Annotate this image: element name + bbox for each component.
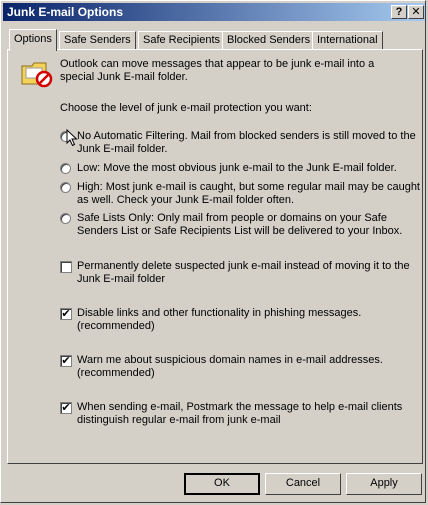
options-panel xyxy=(7,49,423,464)
checkbox-permanently-delete[interactable] xyxy=(60,261,72,273)
tab-options[interactable]: Options xyxy=(9,29,57,51)
level-high-label: High: Most junk e-mail is caught, but some regular mail may be caught as well. Check your Junk E-mail folder often. xyxy=(77,181,420,206)
help-button[interactable]: ? xyxy=(391,5,407,19)
ok-button[interactable]: OK xyxy=(184,473,260,495)
postmark-label: When sending e-mail, Postmark the message to help e-mail clients distinguish regular e-mail from junk e-mail xyxy=(77,401,403,426)
level-safe-lists-only-label: Safe Lists Only: Only mail from people or domains on your Safe Senders List or Safe Recipients List will be delivered to your Inbox. xyxy=(77,212,403,237)
radio-low[interactable] xyxy=(60,163,71,174)
tab-international[interactable]: International xyxy=(312,31,383,49)
disable-phishing-links-label: Disable links and other functionality in phishing messages. (recommended) xyxy=(77,307,362,332)
junk-mail-folder-icon xyxy=(20,58,56,88)
tab-safe-recipients[interactable]: Safe Recipients xyxy=(138,31,225,49)
warn-suspicious-domains-label: Warn me about suspicious domain names in e-mail addresses. (recommended) xyxy=(77,354,383,379)
title-bar[interactable] xyxy=(3,3,425,21)
permanently-delete-label: Permanently delete suspected junk e-mail instead of moving it to the Junk E-mail folder xyxy=(77,260,410,285)
mouse-pointer-icon xyxy=(66,129,78,147)
checkbox-disable-phishing-links[interactable]: ✔ xyxy=(61,308,71,320)
tab-blocked-senders[interactable]: Blocked Senders xyxy=(222,31,315,49)
radio-safe-lists-only[interactable] xyxy=(60,213,71,224)
apply-button[interactable]: Apply xyxy=(346,473,422,495)
cancel-button[interactable]: Cancel xyxy=(265,473,341,495)
checkbox-warn-suspicious-domains[interactable]: ✔ xyxy=(61,355,71,367)
checkbox-postmark[interactable]: ✔ xyxy=(61,402,71,414)
window-title: Junk E-mail Options xyxy=(7,5,124,19)
close-button[interactable]: ✕ xyxy=(408,5,424,19)
protection-level-label: Choose the level of junk e-mail protection you want: xyxy=(60,102,312,114)
level-no-filtering-label: No Automatic Filtering. Mail from blocked senders is still moved to the Junk E-mail folder. xyxy=(77,130,416,155)
level-low-label: Low: Move the most obvious junk e-mail to the Junk E-mail folder. xyxy=(77,162,397,174)
intro-text: Outlook can move messages that appear to be junk e-mail into a special Junk E-mail folder. xyxy=(60,58,375,83)
radio-high[interactable] xyxy=(60,182,71,193)
tab-safe-senders[interactable]: Safe Senders xyxy=(59,31,136,49)
